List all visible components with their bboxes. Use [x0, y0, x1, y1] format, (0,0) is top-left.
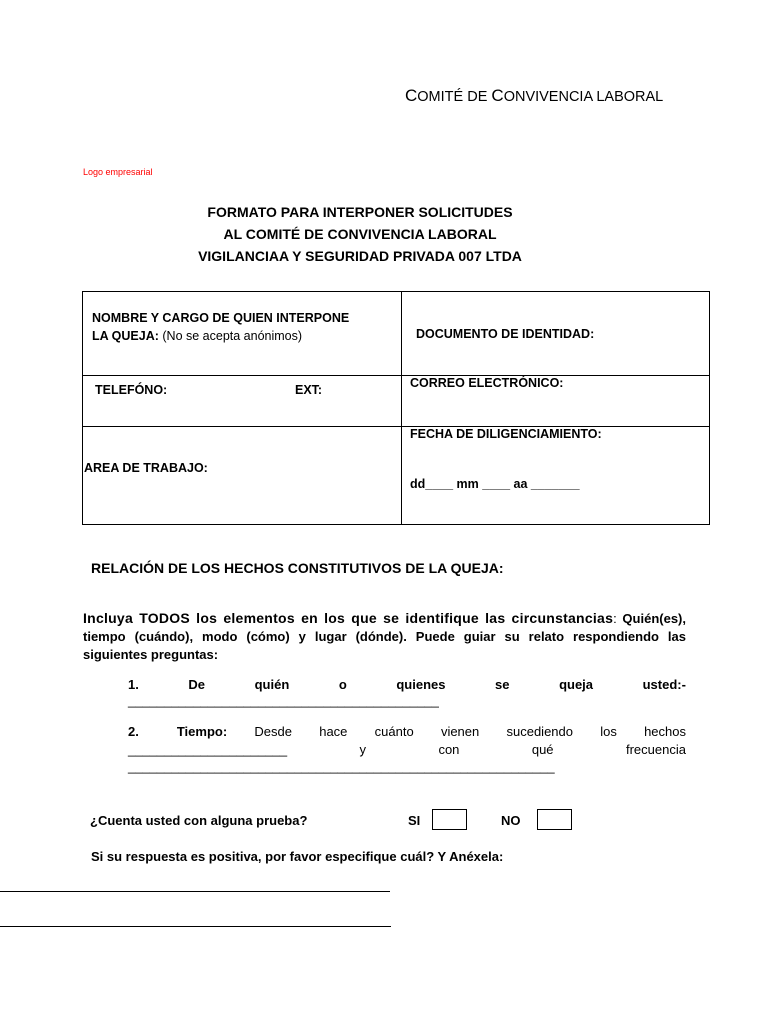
- id-document-label: DOCUMENTO DE IDENTIDAD:: [416, 327, 595, 341]
- question-2-word: qué: [531, 742, 554, 757]
- id-document-cell[interactable]: [402, 292, 710, 376]
- question-2-answer-blank[interactable]: ___________________________________________________________: [128, 759, 555, 774]
- question-1-word: queja: [559, 677, 594, 692]
- question-2-word: hechos: [644, 724, 686, 739]
- question-1-number: 1.: [128, 677, 139, 692]
- header-title-part-1: OMITÉ DE: [417, 89, 492, 105]
- section-heading: RELACIÓN DE LOS HECHOS CONSTITUTIVOS DE LA QUEJA:: [91, 560, 504, 576]
- instructions-colon: :: [613, 611, 617, 626]
- date-cell[interactable]: [402, 427, 710, 525]
- question-2-label: Tiempo:: [176, 724, 228, 739]
- question-1-word: quién: [254, 677, 290, 692]
- question-2-prefix: [128, 724, 227, 739]
- form-title-line-1: FORMATO PARA INTERPONER SOLICITUDES: [207, 204, 513, 220]
- question-2-number: 2.: [128, 724, 139, 739]
- name-position-cell[interactable]: [83, 292, 402, 376]
- instructions-body: Quién(es), tiempo (cuándo), modo (cómo) y lugar (dónde). Puede guiar su relato respondiendo las siguientes preguntas:: [83, 611, 686, 662]
- form-title-line-3: VIGILANCIAA Y SEGURIDAD PRIVADA 007 LTDA: [198, 248, 522, 264]
- no-checkbox[interactable]: [537, 809, 572, 830]
- phone-cell[interactable]: [83, 376, 402, 427]
- email-label: CORREO ELECTRÓNICO:: [410, 376, 564, 390]
- no-label: NO: [501, 813, 521, 828]
- question-2-word: Desde: [254, 724, 292, 739]
- question-1-answer-blank[interactable]: ___________________________________________: [128, 693, 439, 708]
- question-1-word: quienes: [396, 677, 446, 692]
- question-1-word: se: [495, 677, 510, 692]
- question-2-word: con: [438, 742, 460, 757]
- company-logo-placeholder: Logo empresarial: [83, 167, 153, 177]
- ext-label: EXT:: [295, 383, 323, 397]
- question-2-line-2: [128, 742, 686, 757]
- instructions-paragraph: [83, 609, 686, 664]
- document-header-title: [405, 86, 663, 106]
- question-2-word: cuánto: [374, 724, 414, 739]
- proof-answer-line[interactable]: [0, 926, 391, 927]
- question-1-word: usted:-: [642, 677, 686, 692]
- header-title-initial-2: C: [491, 86, 504, 105]
- date-label: FECHA DE DILIGENCIAMIENTO:: [410, 427, 602, 441]
- work-area-cell[interactable]: [83, 427, 402, 525]
- question-2-word: sucediendo: [506, 724, 573, 739]
- question-2-word: los: [600, 724, 617, 739]
- email-cell[interactable]: [402, 376, 710, 427]
- specify-proof-instruction: Si su respuesta es positiva, por favor especifique cuál? Y Anéxela:: [91, 849, 504, 864]
- date-format-blanks: dd____ mm ____ aa _______: [410, 477, 580, 491]
- question-1: [128, 677, 686, 692]
- header-title-initial-1: C: [405, 86, 418, 105]
- question-2-word: vienen: [440, 724, 480, 739]
- question-2-blank-inline[interactable]: ______________________: [128, 742, 288, 757]
- question-2-word: frecuencia: [625, 742, 686, 757]
- question-2: [128, 724, 686, 739]
- work-area-label: AREA DE TRABAJO:: [84, 461, 208, 475]
- question-1-word: De: [188, 677, 206, 692]
- question-2-word: hace: [319, 724, 348, 739]
- question-1-word: o: [338, 677, 347, 692]
- proof-question: ¿Cuenta usted con alguna prueba?: [90, 813, 308, 828]
- yes-checkbox[interactable]: [432, 809, 467, 830]
- form-title-line-2: AL COMITÉ DE CONVIVENCIA LABORAL: [223, 226, 497, 242]
- complaint-label: LA QUEJA:: [92, 329, 159, 343]
- name-position-label: NOMBRE Y CARGO DE QUIEN INTERPONE: [92, 311, 350, 325]
- phone-label: TELEFÓNO:: [95, 383, 168, 397]
- yes-label: SI: [408, 813, 421, 828]
- question-2-word: y: [359, 742, 366, 757]
- header-title-part-2: ONVIVENCIA LABORAL: [503, 89, 664, 105]
- instructions-lead: Incluya TODOS los elementos en los que se identifique las circunstancias: [83, 610, 614, 626]
- complainant-info-table: [82, 291, 710, 525]
- proof-answer-line[interactable]: [0, 891, 390, 892]
- anonymous-note: (No se acepta anónimos): [158, 329, 303, 343]
